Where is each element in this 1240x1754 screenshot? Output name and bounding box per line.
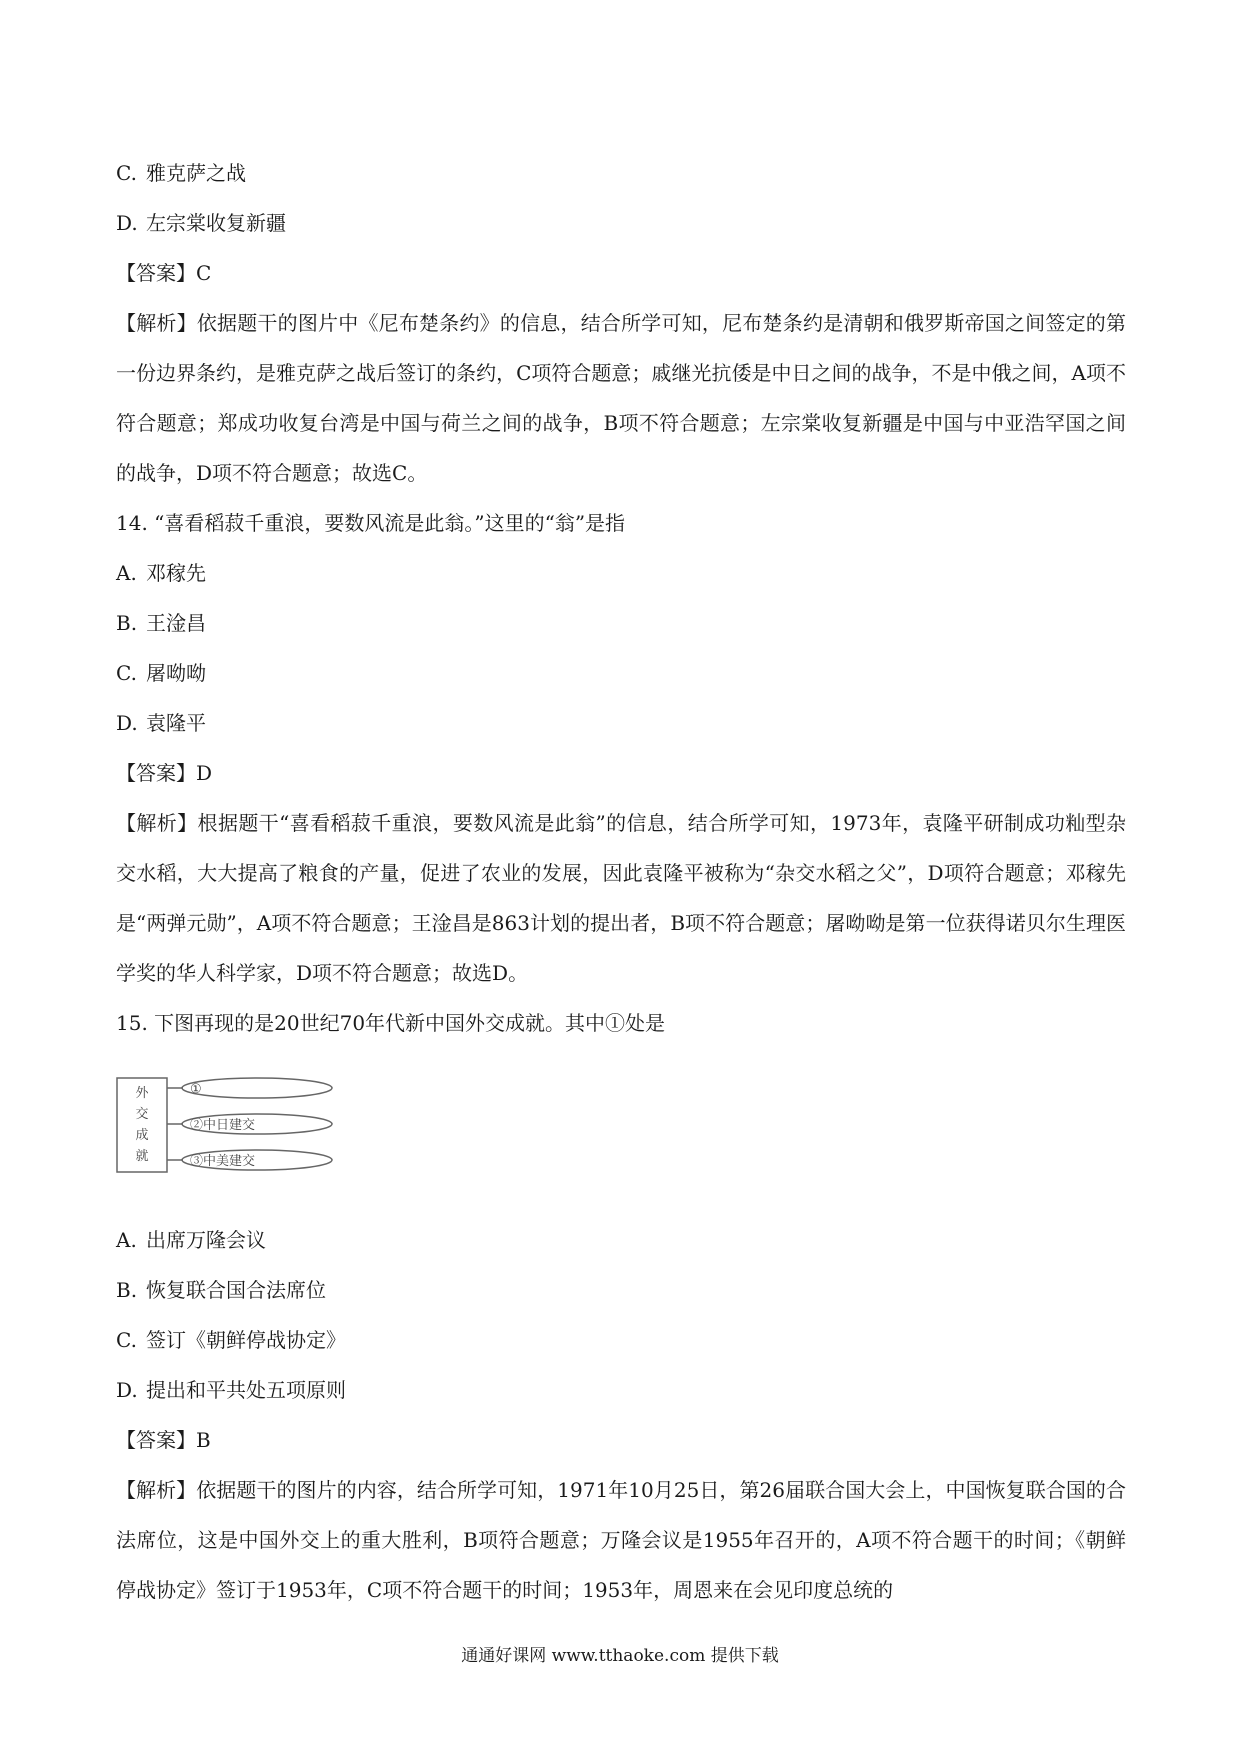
- q13-analysis: 【解析】依据题干的图片中《尼布楚条约》的信息，结合所学可知，尼布楚条约是清朝和俄罗斯帝国之间签定的第一份边界条约，是雅克萨之战后签订的条约，C项符合题意；戚继光抗倭是中日之间的战争，不是中俄之间，A项不符合题意；郑成功收复台湾是中国与荷兰之间的战争，B项不符合题意；左宗棠收复新疆是中国与中亚浩罕国之间的战争，D项不符合题意；故选C。: [116, 311, 1126, 485]
- q13-option-d: [116, 210, 1126, 236]
- page-footer: 通通好课网 www.tthaoke.com 提供下载: [461, 1646, 779, 1666]
- q14-answer: 【答案】D: [116, 761, 213, 785]
- q13-answer: 【答案】C: [116, 261, 212, 285]
- option-letter: B.: [116, 611, 138, 635]
- q15-answer: 【答案】B: [116, 1428, 211, 1452]
- option-text: 邓稼先: [146, 561, 206, 585]
- q15-option-d: [116, 1377, 1126, 1403]
- option-text: 提出和平共处五项原则: [146, 1378, 346, 1402]
- q15-analysis: 【解析】依据题干的图片的内容，结合所学可知，1971年10月25日，第26届联合国大会上，中国恢复联合国的合法席位，这是中国外交上的重大胜利，B项符合题意；万隆会议是1955年召开的，A项不符合题干的时间；《朝鲜停战协定》签订于1953年，C项不符合题干的时间；1953年，周恩来在会见印度总统的: [116, 1478, 1126, 1602]
- diagram-item-ellipse: [182, 1078, 332, 1098]
- option-text: 袁隆平: [146, 711, 206, 735]
- q15-option-c: [116, 1327, 1126, 1353]
- diagram-item-label: ③中美建交: [190, 1154, 256, 1169]
- q15-question: 15. 下图再现的是20世纪70年代新中国外交成就。其中①处是: [116, 1011, 666, 1035]
- option-letter: D.: [116, 211, 138, 235]
- diagram-item-label: ②中日建交: [190, 1118, 256, 1133]
- q15-option-a: [116, 1227, 1126, 1253]
- diagram-box-char: 成: [135, 1128, 149, 1143]
- q14-question: 14. “喜看稻菽千重浪，要数风流是此翁。”这里的“翁”是指: [116, 511, 626, 535]
- option-text: 左宗棠收复新疆: [146, 211, 286, 235]
- option-text: 签订《朝鲜停战协定》: [146, 1328, 346, 1352]
- diagram-box-char: 交: [135, 1107, 149, 1122]
- option-text: 屠呦呦: [146, 661, 206, 685]
- option-letter: B.: [116, 1278, 138, 1302]
- option-letter: C.: [116, 1328, 137, 1352]
- option-letter: D.: [116, 1378, 138, 1402]
- option-letter: C.: [116, 661, 137, 685]
- diagram-box-char: 外: [135, 1086, 149, 1101]
- option-text: 出席万隆会议: [146, 1228, 266, 1252]
- option-letter: D.: [116, 711, 138, 735]
- option-text: 恢复联合国合法席位: [146, 1278, 326, 1302]
- q14-option-b: [116, 610, 1126, 636]
- option-text: 雅克萨之战: [146, 161, 246, 185]
- q14-option-a: [116, 560, 1126, 586]
- option-letter: C.: [116, 161, 137, 185]
- option-letter: A.: [116, 1228, 137, 1252]
- q14-option-c: [116, 660, 1126, 686]
- option-text: 王淦昌: [146, 611, 206, 635]
- diagram-box-char: 就: [135, 1149, 149, 1164]
- diplomacy-diagram: [116, 1070, 336, 1180]
- option-letter: A.: [116, 561, 137, 585]
- diagram-item-label: ①: [190, 1082, 202, 1097]
- q13-option-c: [116, 160, 1126, 186]
- q15-option-b: [116, 1277, 1126, 1303]
- q14-analysis: 【解析】根据题干“喜看稻菽千重浪，要数风流是此翁”的信息，结合所学可知，1973年，袁隆平研制成功籼型杂交水稻，大大提高了粮食的产量，促进了农业的发展，因此袁隆平被称为“杂交水稻之父”，D项符合题意；邓稼先是“两弹元勋”，A项不符合题意；王淦昌是863计划的提出者，B项不符合题意；屠呦呦是第一位获得诺贝尔生理医学奖的华人科学家，D项不符合题意；故选D。: [116, 811, 1126, 985]
- q14-option-d: [116, 710, 1126, 736]
